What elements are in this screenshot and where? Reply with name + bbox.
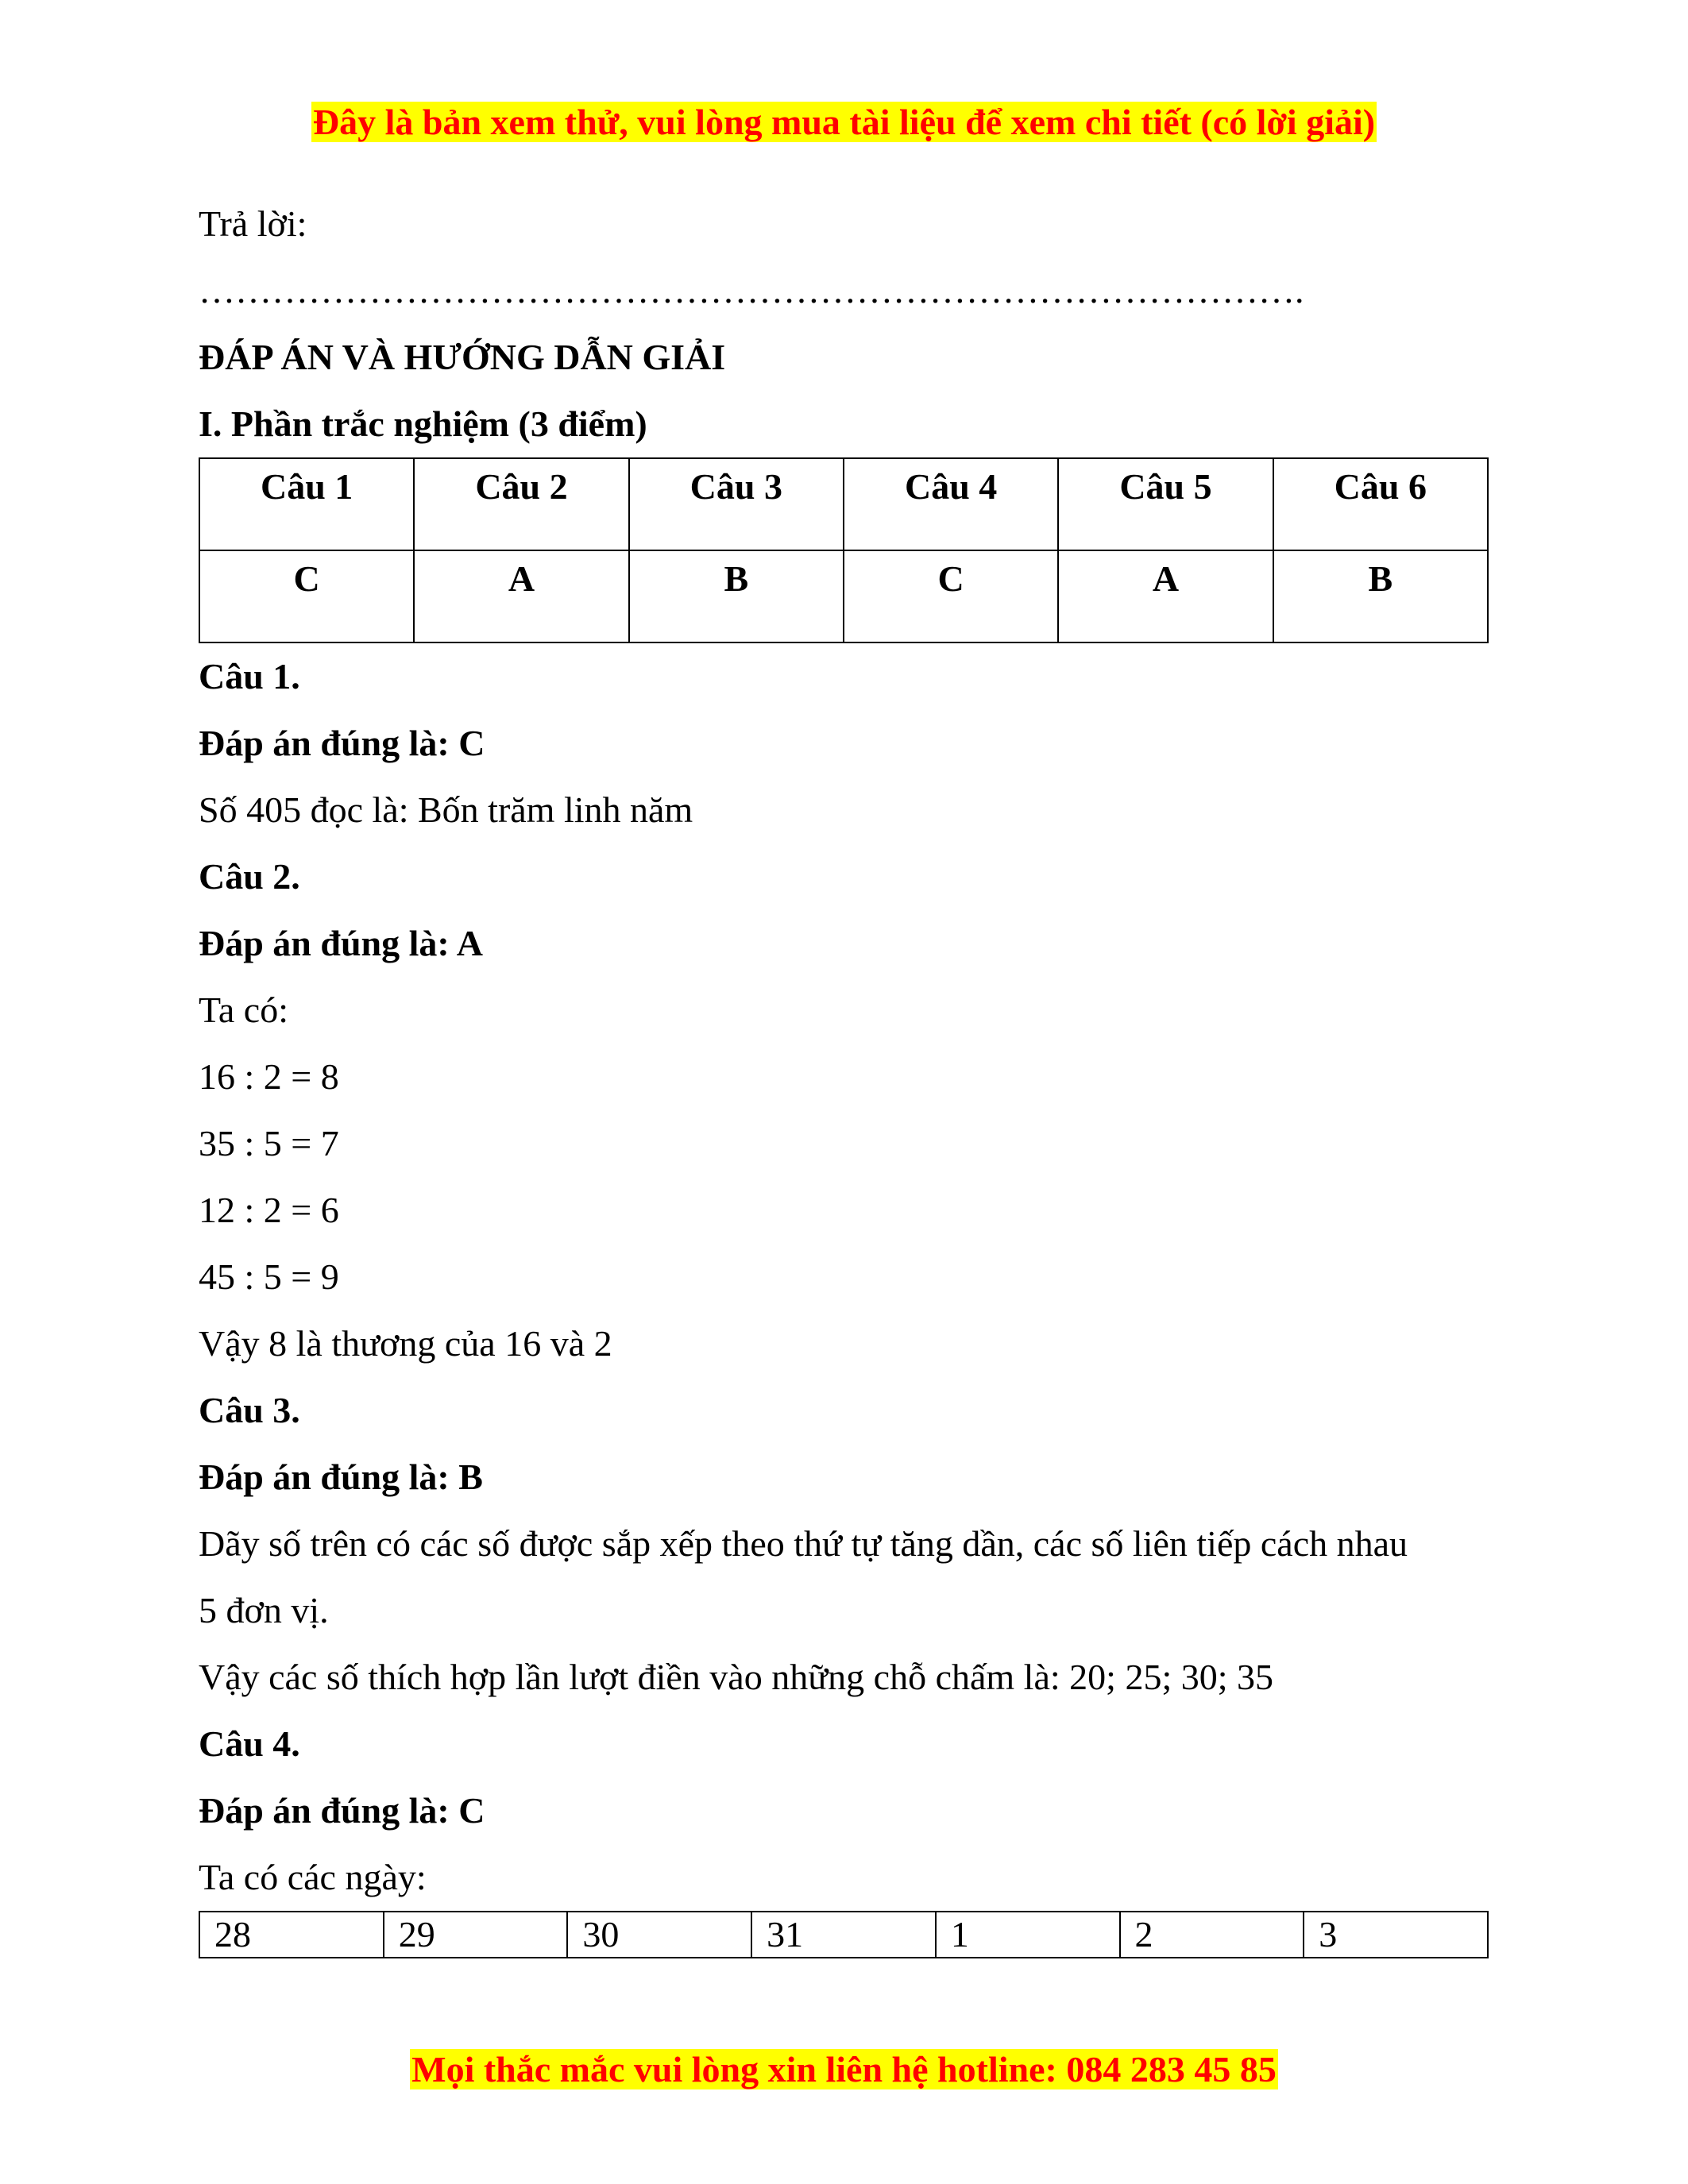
solution-line: Ta có các ngày: [199, 1857, 427, 1897]
preview-notice-text: Đây là bản xem thử, vui lòng mua tài liệu để xem chi tiết (có lời giải) [312, 102, 1376, 142]
hotline-banner [0, 2046, 1688, 2093]
day-cell: 29 [384, 1912, 568, 1958]
answer-key-answer-cell: A [414, 550, 628, 642]
day-cell: 3 [1304, 1912, 1488, 1958]
answer-prompt: Trả lời: [199, 203, 307, 244]
question-title: Câu 2. [199, 856, 300, 897]
answer-key-header-cell: Câu 4 [844, 458, 1058, 550]
answer-key-header-cell: Câu 1 [199, 458, 414, 550]
correct-answer: Đáp án đúng là: B [199, 1457, 483, 1497]
question-title: Câu 4. [199, 1723, 300, 1764]
question-4-solution [199, 1711, 1489, 1958]
solution-line: Số 405 đọc là: Bốn trăm linh năm [199, 789, 693, 830]
question-3-solution [199, 1377, 1489, 1711]
solution-line: 35 : 5 = 7 [199, 1123, 339, 1163]
solution-line: Vậy các số thích hợp lần lượt điền vào những chỗ chấm là: 20; 25; 30; 35 [199, 1657, 1274, 1697]
day-cell: 31 [751, 1912, 936, 1958]
solution-line: 16 : 2 = 8 [199, 1056, 339, 1097]
answer-key-header-cell: Câu 6 [1273, 458, 1488, 550]
day-cell: 30 [567, 1912, 751, 1958]
correct-answer: Đáp án đúng là: C [199, 1790, 485, 1831]
day-cell: 2 [1120, 1912, 1304, 1958]
answer-key-header-cell: Câu 3 [629, 458, 844, 550]
question-title: Câu 1. [199, 656, 300, 696]
answer-key-answer-cell: C [844, 550, 1058, 642]
solution-line: 12 : 2 = 6 [199, 1190, 339, 1230]
hotline-text: Mọi thắc mắc vui lòng xin liên hệ hotline: 084 283 45 85 [411, 2049, 1277, 2089]
days-row [199, 1912, 1488, 1958]
answer-key-answer-cell: A [1058, 550, 1273, 642]
answer-key-answer-cell: B [1273, 550, 1488, 642]
solution-line: Dãy số trên có các số được sắp xếp theo thứ tự tăng dần, các số liên tiếp cách nhau [199, 1523, 1408, 1564]
question-2-solution [199, 843, 1489, 1377]
solutions-heading: ĐÁP ÁN VÀ HƯỚNG DẪN GIẢI [199, 337, 726, 377]
day-cell: 1 [936, 1912, 1120, 1958]
answer-dotted-line: ………………………………………………………………………………. [199, 270, 1304, 311]
document-body [199, 191, 1489, 1958]
answer-key-answer-cell: C [199, 550, 414, 642]
solution-line: 5 đơn vị. [199, 1590, 329, 1630]
correct-answer: Đáp án đúng là: C [199, 723, 485, 763]
solution-line: Vậy 8 là thương của 16 và 2 [199, 1323, 612, 1364]
answer-key-header-cell: Câu 5 [1058, 458, 1273, 550]
day-cell: 28 [199, 1912, 384, 1958]
question-title: Câu 3. [199, 1390, 300, 1430]
solution-line: Ta có: [199, 990, 289, 1030]
days-table [199, 1911, 1489, 1958]
question-1-solution [199, 643, 1489, 843]
answer-key-table [199, 457, 1489, 643]
solution-line: 45 : 5 = 9 [199, 1256, 339, 1297]
answer-key-header-row [199, 458, 1488, 550]
section-title: I. Phần trắc nghiệm (3 điểm) [199, 403, 647, 444]
answer-key-answer-cell: B [629, 550, 844, 642]
answer-key-header-cell: Câu 2 [414, 458, 628, 550]
answer-key-answer-row [199, 550, 1488, 642]
preview-notice-banner [0, 98, 1688, 146]
correct-answer: Đáp án đúng là: A [199, 923, 483, 963]
